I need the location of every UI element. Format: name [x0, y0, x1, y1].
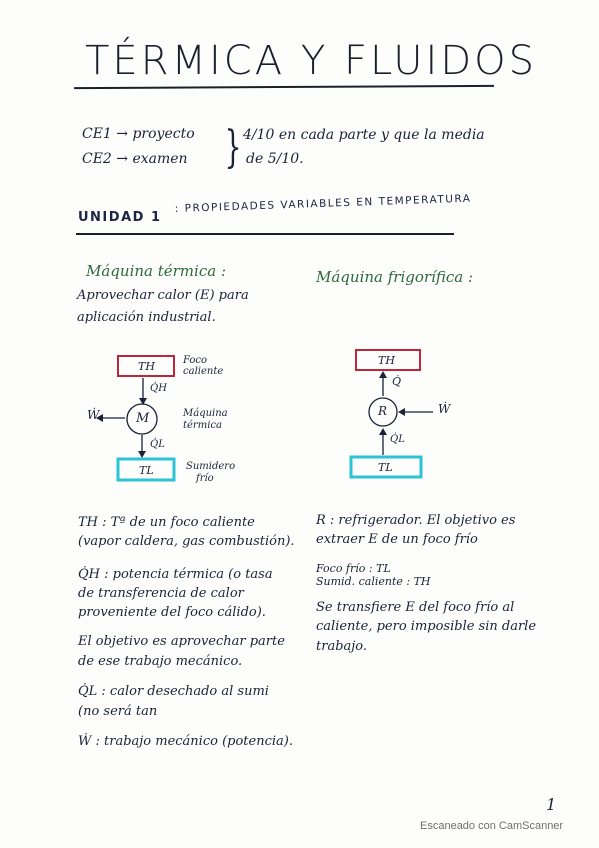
cold-note-line-2: frío — [196, 473, 214, 484]
qh-label: Q̇H — [150, 383, 167, 394]
fridge-tl-label: TL — [378, 461, 393, 474]
thermal-desc-line-2: aplicación industrial. — [77, 310, 216, 325]
hot-note-line-1: Foco — [183, 355, 208, 366]
ce1-item: CE1 → proyecto — [82, 126, 195, 142]
evaluation-note-line-1: 4/10 en cada parte y que la media — [243, 127, 485, 143]
machine-label: M — [136, 411, 150, 426]
unit-title: UNIDAD 1 — [78, 210, 162, 225]
transfer-line-1: Se transfiere E del foco frío al — [316, 600, 515, 615]
tl-box-label: TL — [139, 464, 154, 477]
th-box-label: TH — [138, 360, 155, 373]
ql-definition-line-2: (no será tan — [78, 704, 158, 719]
fridge-w-label: Ẇ — [438, 402, 451, 416]
transfer-line-3: trabajo. — [316, 639, 368, 654]
w-definition: Ẇ : trabajo mecánico (potencia). — [78, 734, 293, 749]
fridge-ql-arrowhead — [379, 428, 387, 435]
cold-source-line: Foco frío : TL — [316, 562, 391, 575]
machine-note-line-2: térmica — [183, 420, 222, 431]
ql-definition-line-1: Q̇L : calor desechado al sumi — [78, 684, 269, 699]
fridge-qh-label: Q̇ — [392, 375, 402, 388]
unit-subtitle: : PROPIEDADES VARIABLES EN TEMPERATURA — [174, 192, 472, 215]
fridge-machine-label: R — [378, 404, 388, 418]
page-number: 1 — [546, 795, 557, 814]
w-label: Ẇ — [87, 408, 100, 422]
evaluation-note-line-2: de 5/10. — [246, 151, 304, 167]
objective-line-1: El objetivo es aprovechar parte — [78, 634, 285, 649]
th-definition-line-1: TH : Tª de un foco caliente — [78, 515, 255, 530]
fridge-heading: Máquina frigorífica : — [316, 268, 474, 286]
qh-definition-line-1: Q̇H : potencia térmica (o tasa — [78, 567, 273, 582]
objective-line-2: de ese trabajo mecánico. — [78, 654, 243, 669]
fridge-w-arrowhead — [398, 408, 405, 416]
qh-definition-line-3: proveniente del foco cálido). — [78, 605, 266, 620]
fridge-th-label: TH — [378, 354, 395, 367]
scanner-watermark: Escaneado con CamScanner — [420, 820, 564, 832]
ql-arrowhead — [138, 451, 146, 458]
grouping-brace: } — [224, 122, 242, 173]
thermal-desc-line-1: Aprovechar calor (E) para — [77, 288, 249, 303]
thermal-machine-heading: Máquina térmica : — [86, 262, 226, 280]
ce2-item: CE2 → examen — [82, 151, 188, 167]
hot-sink-line: Sumid. caliente : TH — [316, 575, 431, 588]
page-title: TÉRMICA Y FLUIDOS — [85, 38, 538, 84]
r-definition-line-2: extraer E de un foco frío — [316, 532, 478, 547]
machine-note-line-1: Máquina — [183, 408, 228, 419]
fridge-ql-label: Q̇L — [390, 434, 405, 445]
qh-definition-line-2: de transferencia de calor — [78, 586, 244, 601]
transfer-line-2: caliente, pero imposible sin darle — [316, 619, 537, 634]
hot-note-line-2: caliente — [183, 366, 224, 377]
cold-note-line-1: Sumidero — [186, 461, 236, 472]
ql-label: Q̇L — [150, 439, 165, 450]
th-definition-line-2: (vapor caldera, gas combustión). — [78, 534, 295, 549]
fridge-qh-arrowhead — [379, 371, 387, 378]
r-definition-line-1: R : refrigerador. El objetivo es — [316, 513, 516, 528]
